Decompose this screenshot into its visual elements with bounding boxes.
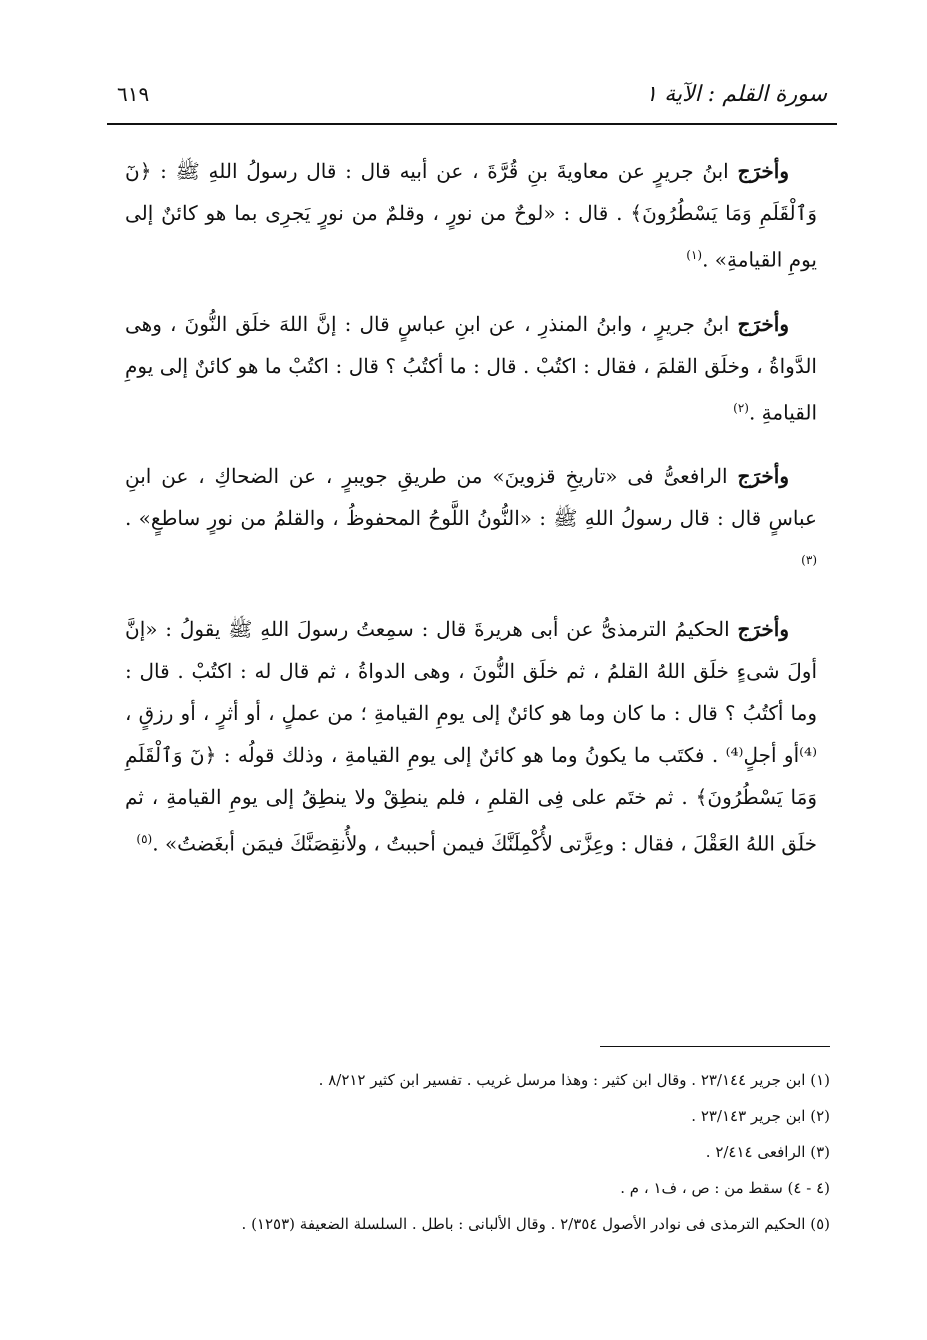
paragraph <box>125 150 817 281</box>
page-header <box>107 78 837 118</box>
paragraph-text: ابنُ جريرٍ عن معاويةَ بنِ قُرَّةَ ، عن أبيه قال : قال رسولُ اللهِ ﷺ : ﴿نٓ وَٱلْقَلَمِ وَمَا يَسْطُرُونَ﴾ . قال : «لوحٌ من نورٍ ، وقلمٌ من نورٍ يَجرِى بما هو كائنٌ إلى يومِ القيامةِ» . <box>125 159 817 272</box>
paragraph-lead: وأخرَج <box>737 311 789 336</box>
paragraph-text: الحكيمُ الترمذىُّ عن أبى هريرةَ قال : سمِعتُ رسولَ اللهِ ﷺ يقولُ : «إنَّ أولَ شىءٍ خلَق اللهُ القلمُ ، ثم خلَق النُّونَ ، وهى الدواةُ ، ثم قال له : اكتُبْ . قال : وما أكتُبُ ؟ قال : ما كان وما هو كائنٌ إلى يومِ القيامةِ ؛ من عملٍ ، أو أثرٍ ، أو رزقٍ ، ⁽⁴⁾أو أجلٍ⁽⁴⁾ . فكتَب ما يكونُ وما هو كائنٌ إلى يومِ القيامةِ ، وذلك قولُه : ﴿نٓ وَٱلْقَلَمِ وَمَا يَسْطُرُونَ﴾ . ثم ختَم على فِى القلمِ ، فلم ينطِقْ ولا ينطِقُ إلى يومِ القيامةِ ، ثم خلَق اللهُ العَقْلَ ، فقال : وعِزَّتى لأُكْمِلَنَّكَ فيمن أحببتُ ، ولأُنقِصَنَّكَ فيمَن أبغَضتُ» . <box>125 616 817 856</box>
paragraph-text: ابنُ جريرٍ ، وابنُ المنذرِ ، عن ابنِ عباسٍ قال : إنَّ اللهَ خلَق النُّونَ ، وهى الدَّواةُ ، وخلَق القلمَ ، فقال : اكتُبْ . قال : ما أكتُبُ ؟ قال : اكتُبْ ما هو كائنٌ إلى يومِ القيامةِ . <box>125 311 817 425</box>
footnote-marker[interactable]: (٥) <box>136 831 153 846</box>
paragraph <box>125 455 817 586</box>
footnote-item: (١) ابن جرير ٢٣/١٤٤ . وقال ابن كثير : وهذا مرسل غريب . تفسير ابن كثير ٨/٢١٢ . <box>318 1071 830 1089</box>
paragraph-lead: وأخرَج <box>737 159 789 183</box>
paragraph-lead: وأخرَج <box>737 464 789 489</box>
footnote-marker[interactable]: (٢) <box>733 400 749 415</box>
paragraph <box>125 303 817 434</box>
header-divider <box>107 123 837 125</box>
footnote-divider <box>600 1046 830 1047</box>
footnotes <box>110 1062 830 1242</box>
footnote-item: (٥) الحكيم الترمذى فى نوادر الأصول ٢/٣٥٤ . وقال الألبانى : باطل . السلسلة الضعيفة (١٢٥٣) . <box>241 1215 830 1233</box>
footnote-item: (٣) الرافعى ٢/٤١٤ . <box>705 1143 830 1161</box>
main-text <box>125 150 817 887</box>
footnote-marker[interactable]: (٣) <box>801 553 817 568</box>
footnote-item: (٤ - ٤) سقط من : ص ، ف١ ، م . <box>620 1179 830 1197</box>
footnote-item: (٢) ابن جرير ٢٣/١٤٣ . <box>691 1107 830 1125</box>
page-number: ٦١٩ <box>117 82 150 106</box>
paragraph <box>125 608 817 865</box>
paragraph-text: الرافعىُّ فى «تاريخِ قزوينَ» من طريقِ جويبرٍ ، عن الضحاكِ ، عن ابنِ عباسٍ قال : قال رسولُ اللهِ ﷺ : «النُّونُ اللَّوحُ المحفوظُ ، والقلمُ من نورٍ ساطعٍ» . <box>125 464 817 531</box>
running-title: سورة القلم : الآية ١ <box>645 82 827 107</box>
footnote-marker[interactable]: (١) <box>686 248 703 262</box>
paragraph-lead: وأخرَج <box>737 616 789 641</box>
